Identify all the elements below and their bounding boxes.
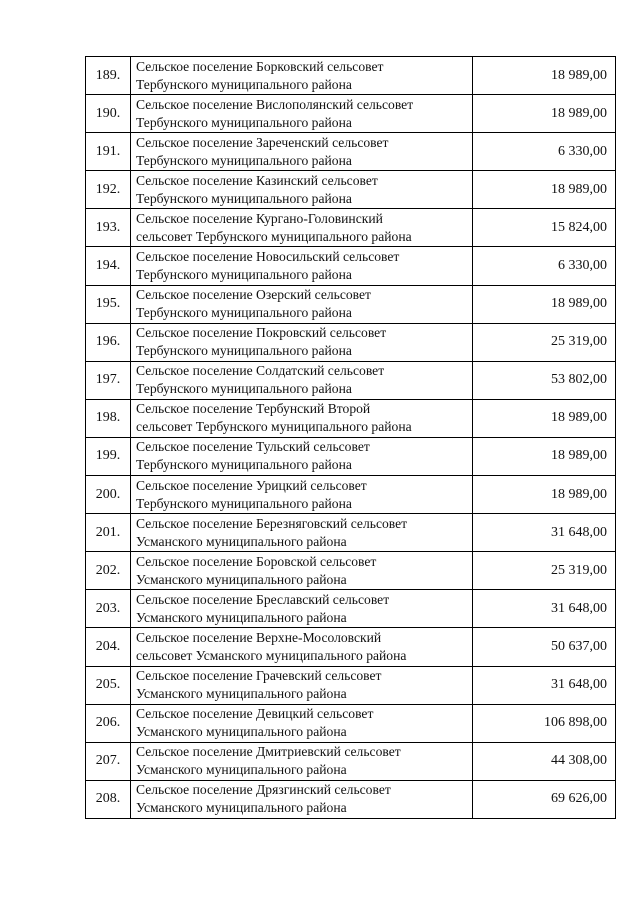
amount-value: 6 330,00 bbox=[473, 247, 616, 285]
table-row bbox=[86, 437, 616, 475]
settlement-name-line-2: Усманского муниципального района bbox=[136, 800, 347, 816]
settlement-name-line-1: Сельское поселение Покровский сельсовет bbox=[136, 325, 387, 341]
amount-value: 25 319,00 bbox=[473, 323, 616, 361]
settlement-name-line-1: Сельское поселение Тербунский Второй bbox=[136, 401, 371, 417]
settlement-name-line-1: Сельское поселение Кургано-Головинский bbox=[136, 210, 383, 226]
settlement-name-line-1: Сельское поселение Дрязгинский сельсовет bbox=[136, 782, 391, 798]
settlement-name-line-1: Сельское поселение Казинский сельсовет bbox=[136, 172, 378, 188]
settlement-name-line-2: Усманского муниципального района bbox=[136, 533, 347, 549]
settlement-name-line-1: Сельское поселение Борковский сельсовет bbox=[136, 58, 384, 74]
table-row bbox=[86, 285, 616, 323]
amount-value: 18 989,00 bbox=[473, 285, 616, 323]
settlement-name bbox=[131, 209, 473, 247]
table-row bbox=[86, 323, 616, 361]
settlement-name-line-1: Сельское поселение Бреславский сельсовет bbox=[136, 591, 390, 607]
settlement-name-line-2: Усманского муниципального района bbox=[136, 686, 347, 702]
amount-value: 18 989,00 bbox=[473, 399, 616, 437]
amount-value: 15 824,00 bbox=[473, 209, 616, 247]
row-number: 201. bbox=[86, 514, 131, 552]
amount-value: 18 989,00 bbox=[473, 476, 616, 514]
settlement-name-line-2: Тербунского муниципального района bbox=[136, 267, 352, 283]
row-number: 193. bbox=[86, 209, 131, 247]
table-row bbox=[86, 514, 616, 552]
table-row bbox=[86, 247, 616, 285]
settlement-name-line-2: Усманского муниципального района bbox=[136, 762, 347, 778]
amount-value: 50 637,00 bbox=[473, 628, 616, 666]
settlement-name bbox=[131, 323, 473, 361]
settlement-name-line-1: Сельское поселение Верхне-Мосоловский bbox=[136, 629, 382, 645]
settlement-name bbox=[131, 514, 473, 552]
settlement-name bbox=[131, 133, 473, 171]
amount-value: 18 989,00 bbox=[473, 57, 616, 95]
table-row bbox=[86, 95, 616, 133]
amount-value: 106 898,00 bbox=[473, 704, 616, 742]
row-number: 205. bbox=[86, 666, 131, 704]
row-number: 190. bbox=[86, 95, 131, 133]
settlement-name-line-1: Сельское поселение Березняговский сельсовет bbox=[136, 515, 408, 531]
table-row bbox=[86, 628, 616, 666]
settlement-name-line-2: Тербунского муниципального района bbox=[136, 457, 352, 473]
settlement-name bbox=[131, 476, 473, 514]
settlement-name-line-1: Сельское поселение Боровской сельсовет bbox=[136, 553, 377, 569]
table-row bbox=[86, 361, 616, 399]
settlement-name bbox=[131, 666, 473, 704]
settlement-name bbox=[131, 437, 473, 475]
table-row bbox=[86, 171, 616, 209]
settlement-name-line-2: Тербунского муниципального района bbox=[136, 343, 352, 359]
amount-value: 18 989,00 bbox=[473, 171, 616, 209]
settlement-name bbox=[131, 95, 473, 133]
row-number: 191. bbox=[86, 133, 131, 171]
settlement-name-line-2: Тербунского муниципального района bbox=[136, 114, 352, 130]
settlement-name-line-2: Тербунского муниципального района bbox=[136, 381, 352, 397]
row-number: 194. bbox=[86, 247, 131, 285]
settlement-name bbox=[131, 704, 473, 742]
row-number: 199. bbox=[86, 437, 131, 475]
settlement-name bbox=[131, 171, 473, 209]
row-number: 206. bbox=[86, 704, 131, 742]
row-number: 197. bbox=[86, 361, 131, 399]
settlement-name-line-2: Тербунского муниципального района bbox=[136, 190, 352, 206]
amount-value: 25 319,00 bbox=[473, 552, 616, 590]
settlement-name-line-2: Тербунского муниципального района bbox=[136, 305, 352, 321]
settlement-name-line-2: Усманского муниципального района bbox=[136, 609, 347, 625]
settlement-name-line-1: Сельское поселение Грачевский сельсовет bbox=[136, 668, 382, 684]
settlement-name-line-2: Тербунского муниципального района bbox=[136, 76, 352, 92]
table-row bbox=[86, 666, 616, 704]
row-number: 204. bbox=[86, 628, 131, 666]
table-row bbox=[86, 704, 616, 742]
row-number: 198. bbox=[86, 399, 131, 437]
settlement-name-line-2: сельсовет Усманского муниципального района bbox=[136, 647, 407, 663]
row-number: 189. bbox=[86, 57, 131, 95]
row-number: 200. bbox=[86, 476, 131, 514]
settlement-name-line-2: сельсовет Тербунского муниципального района bbox=[136, 228, 412, 244]
table-body bbox=[86, 57, 616, 819]
settlement-name bbox=[131, 361, 473, 399]
settlement-name-line-1: Сельское поселение Дмитриевский сельсовет bbox=[136, 744, 401, 760]
settlement-name-line-1: Сельское поселение Девицкий сельсовет bbox=[136, 706, 374, 722]
settlement-name bbox=[131, 590, 473, 628]
settlement-name-line-1: Сельское поселение Тульский сельсовет bbox=[136, 439, 370, 455]
row-number: 192. bbox=[86, 171, 131, 209]
settlement-name bbox=[131, 628, 473, 666]
row-number: 207. bbox=[86, 742, 131, 780]
settlement-name-line-1: Сельское поселение Озерский сельсовет bbox=[136, 287, 371, 303]
settlement-name bbox=[131, 552, 473, 590]
amount-value: 6 330,00 bbox=[473, 133, 616, 171]
settlement-name-line-2: сельсовет Тербунского муниципального района bbox=[136, 419, 412, 435]
settlement-name-line-1: Сельское поселение Новосильский сельсовет bbox=[136, 249, 400, 265]
settlement-name-line-2: Тербунского муниципального района bbox=[136, 495, 352, 511]
row-number: 195. bbox=[86, 285, 131, 323]
settlement-name-line-2: Тербунского муниципального района bbox=[136, 152, 352, 168]
table-row bbox=[86, 57, 616, 95]
settlement-name bbox=[131, 742, 473, 780]
table-row bbox=[86, 742, 616, 780]
amount-value: 18 989,00 bbox=[473, 437, 616, 475]
amount-value: 31 648,00 bbox=[473, 666, 616, 704]
amount-value: 44 308,00 bbox=[473, 742, 616, 780]
settlement-name-line-1: Сельское поселение Урицкий сельсовет bbox=[136, 477, 367, 493]
settlement-name-line-2: Усманского муниципального района bbox=[136, 724, 347, 740]
table-row bbox=[86, 552, 616, 590]
row-number: 208. bbox=[86, 780, 131, 818]
amount-value: 69 626,00 bbox=[473, 780, 616, 818]
table-row bbox=[86, 133, 616, 171]
table-row bbox=[86, 590, 616, 628]
settlement-name bbox=[131, 780, 473, 818]
amount-value: 31 648,00 bbox=[473, 590, 616, 628]
settlement-name-line-1: Сельское поселение Зареченский сельсовет bbox=[136, 134, 389, 150]
row-number: 203. bbox=[86, 590, 131, 628]
settlement-name bbox=[131, 399, 473, 437]
table-row bbox=[86, 780, 616, 818]
row-number: 202. bbox=[86, 552, 131, 590]
settlement-name-line-1: Сельское поселение Вислополянский сельсовет bbox=[136, 96, 414, 112]
settlement-name-line-1: Сельское поселение Солдатский сельсовет bbox=[136, 363, 385, 379]
settlement-name bbox=[131, 57, 473, 95]
table-row bbox=[86, 209, 616, 247]
amount-value: 31 648,00 bbox=[473, 514, 616, 552]
settlement-name bbox=[131, 247, 473, 285]
amount-value: 53 802,00 bbox=[473, 361, 616, 399]
row-number: 196. bbox=[86, 323, 131, 361]
settlement-name bbox=[131, 285, 473, 323]
table-row bbox=[86, 399, 616, 437]
allocation-table bbox=[85, 56, 616, 819]
settlement-name-line-2: Усманского муниципального района bbox=[136, 571, 347, 587]
amount-value: 18 989,00 bbox=[473, 95, 616, 133]
table-row bbox=[86, 476, 616, 514]
